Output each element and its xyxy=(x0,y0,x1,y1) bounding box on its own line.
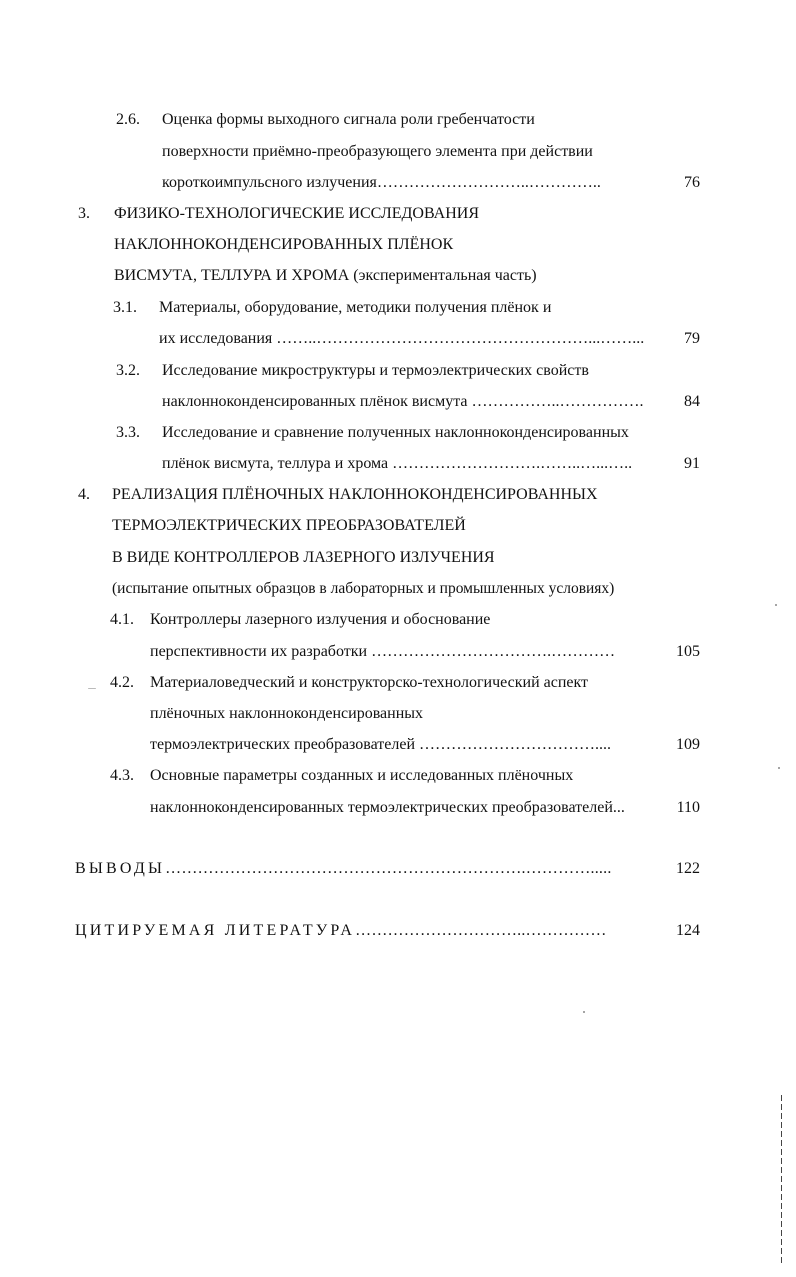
scan-speck xyxy=(778,767,780,769)
section-title-leader: термоэлектрических преобразователей …………………………….... xyxy=(150,736,612,753)
section-number: 4.2. xyxy=(110,674,134,691)
section-title-leader: плёнок висмута, теллура и хрома ……………………….……..…...….. xyxy=(162,455,633,472)
page-number: 124 xyxy=(676,922,700,939)
scan-speck xyxy=(775,604,777,606)
chapter-subtitle: (испытание опытных образцов в лабораторных и промышленных условиях) xyxy=(112,580,615,597)
section-title-line: Исследование и сравнение полученных наклонноконденсированных xyxy=(162,424,629,441)
references-label: ЦИТИРУЕМАЯ ЛИТЕРАТУРА xyxy=(75,922,356,939)
page-number: 84 xyxy=(684,393,700,410)
leader-dots: …………………………..…………… xyxy=(355,922,607,939)
toc-entry-2-6[interactable] xyxy=(116,108,700,132)
chapter-title-line: ВИСМУТА, ТЕЛЛУРА И ХРОМА (экспериментальная часть) xyxy=(114,267,537,284)
section-title-line: Основные параметры созданных и исследованных плёночных xyxy=(150,767,574,784)
section-title-line: Контроллеры лазерного излучения и обоснование xyxy=(150,611,491,628)
chapter-title-line: РЕАЛИЗАЦИЯ ПЛЁНОЧНЫХ НАКЛОННОКОНДЕНСИРОВАННЫХ xyxy=(112,486,598,503)
section-number: 3.2. xyxy=(116,362,140,379)
chapter-title-line: НАКЛОННОКОНДЕНСИРОВАННЫХ ПЛЁНОК xyxy=(114,236,454,253)
scan-speck xyxy=(583,1011,585,1013)
chapter-title-line: В ВИДЕ КОНТРОЛЛЕРОВ ЛАЗЕРНОГО ИЗЛУЧЕНИЯ xyxy=(112,549,495,566)
section-title-line: Материалы, оборудование, методики получения плёнок и xyxy=(159,299,552,316)
section-title-leader: наклонноконденсированных термоэлектрических преобразователей... xyxy=(150,799,625,816)
page-number: 91 xyxy=(684,455,700,472)
section-title-line: Материаловедческий и конструкторско-технологический аспект xyxy=(150,674,589,691)
section-number: 3.1. xyxy=(113,299,137,316)
chapter-number: 3. xyxy=(78,205,90,222)
toc-references[interactable] xyxy=(75,919,607,943)
section-title-leader: их исследования ……..……………………………………………...……... xyxy=(159,330,645,347)
section-title-leader: короткоимпульсного излучения………………………..………….. xyxy=(162,174,601,191)
toc-conclusions[interactable] xyxy=(75,857,612,881)
chapter-title-line: ФИЗИКО-ТЕХНОЛОГИЧЕСКИЕ ИССЛЕДОВАНИЯ xyxy=(114,205,479,222)
scan-speck xyxy=(88,688,96,689)
scan-edge-artifact xyxy=(781,1095,782,1265)
section-number: 3.3. xyxy=(116,424,140,441)
section-title-line: поверхности приёмно-преобразующего элемента при действии xyxy=(162,143,593,160)
section-title-line: Исследование микроструктуры и термоэлектрических свойств xyxy=(162,362,589,379)
section-number: 4.3. xyxy=(110,767,134,784)
section-title-line: плёночных наклонноконденсированных xyxy=(150,705,424,722)
section-number: 2.6. xyxy=(116,111,140,128)
conclusions-label: ВЫВОДЫ xyxy=(75,860,166,877)
section-title-leader: наклонноконденсированных плёнок висмута ……………..……………. xyxy=(162,393,644,410)
page-number: 76 xyxy=(684,174,700,191)
page-number: 109 xyxy=(676,736,700,753)
page-number: 79 xyxy=(684,330,700,347)
page-number: 105 xyxy=(676,643,700,660)
leader-dots: ………………………………………………………….…………..... xyxy=(165,860,612,877)
section-title-leader: перспективности их разработки …………………………….………… xyxy=(150,643,616,660)
chapter-title-line: ТЕРМОЭЛЕКТРИЧЕСКИХ ПРЕОБРАЗОВАТЕЛЕЙ xyxy=(112,517,466,534)
section-title-line: Оценка формы выходного сигнала роли гребенчатости xyxy=(162,111,535,128)
chapter-number: 4. xyxy=(78,486,90,503)
page-number: 122 xyxy=(676,860,700,877)
page-number: 110 xyxy=(676,799,700,816)
section-number: 4.1. xyxy=(110,611,134,628)
